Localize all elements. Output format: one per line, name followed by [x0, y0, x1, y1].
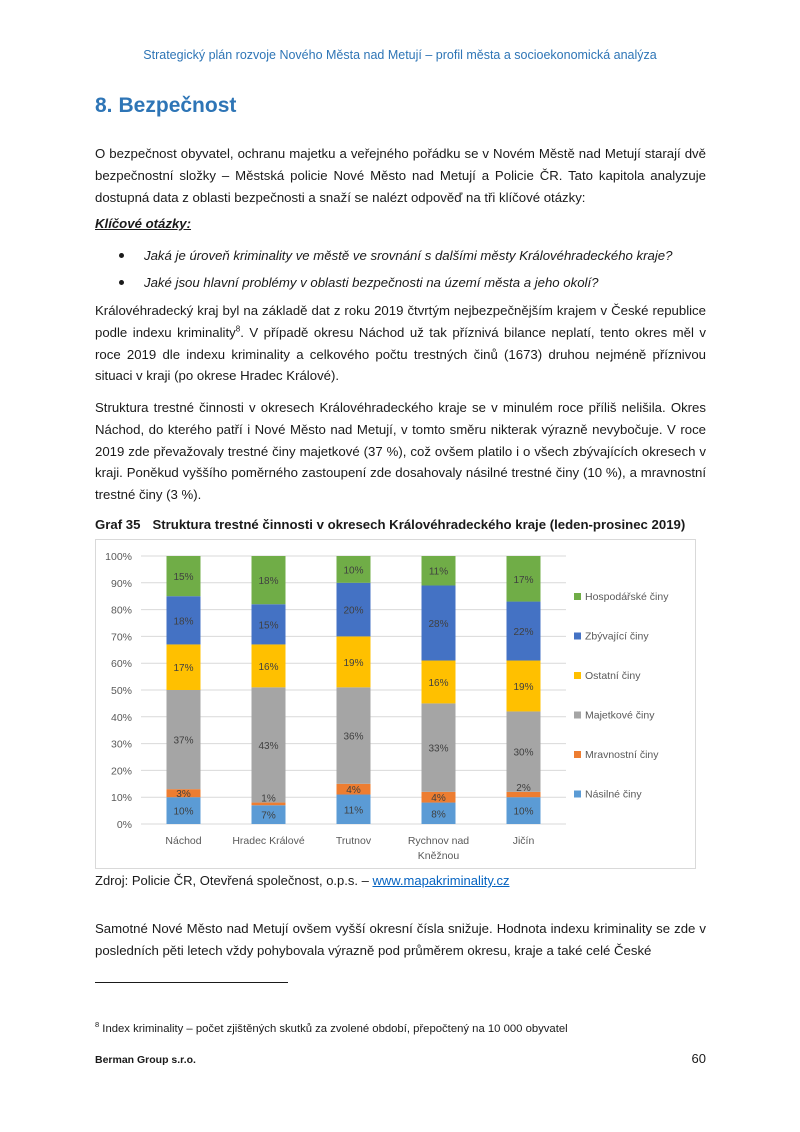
y-axis [105, 551, 132, 831]
x-axis [165, 835, 534, 862]
data-label: 37% [173, 735, 194, 747]
bullet-icon [119, 280, 124, 285]
x-tick-label: Rychnov nad [407, 835, 470, 847]
data-label: 10% [173, 806, 194, 818]
y-tick-label: 70% [110, 631, 132, 644]
data-label: 11% [428, 566, 449, 578]
data-label: 1% [261, 793, 276, 805]
data-label: 2% [516, 782, 531, 794]
chart-legend [574, 591, 669, 801]
city-paragraph: Samotné Nové Město nad Metují ovšem vyšší okresní čísla snižuje. Hodnota indexu kriminality se zde v posledních pěti letech vždy pohybovala výrazně pod průměrem okresu, kraje a také celé České [95, 921, 706, 958]
legend-swatch [574, 593, 581, 600]
section-number: 8. [95, 94, 113, 117]
data-label: 15% [173, 572, 194, 584]
region-paragraph-part2: . V případě okresu Náchod už tak příznivá bilance neplatí, tento okres měl v roce 2019 dle indexu kriminality a celkového počtu trestných činů (1673) druhou nejméně příznivou situaci v kraji (po okrese Hradec Králové). [95, 324, 706, 384]
y-tick-label: 30% [110, 738, 132, 751]
figure-label: Graf 35 [95, 517, 141, 532]
region-paragraph [95, 300, 706, 387]
footnote-divider [95, 982, 288, 983]
data-label: 10% [513, 806, 534, 818]
y-tick-label: 90% [110, 577, 132, 590]
data-label: 22% [513, 627, 534, 639]
data-label: 15% [258, 620, 279, 632]
crime-structure-chart [95, 539, 696, 869]
data-label: 19% [343, 657, 364, 669]
region-paragraph-part1: Královéhradecký kraj byl na základě dat z roku 2019 čtvrtým nejbezpečnějším krajem v České republice podle indexu kriminality [95, 303, 706, 340]
x-tick-label: Trutnov [335, 835, 372, 847]
key-question-item [95, 246, 706, 273]
y-tick-label: 80% [110, 604, 132, 617]
data-label: 17% [173, 663, 194, 675]
x-tick-label: Jičín [512, 835, 535, 847]
x-tick-label: Hradec Králové [232, 835, 305, 847]
page-number: 60 [691, 1051, 706, 1066]
legend-label: Hospodářské činy [585, 591, 669, 603]
data-label: 36% [343, 731, 364, 743]
data-label: 18% [173, 616, 194, 628]
data-label: 16% [428, 677, 449, 689]
data-label: 10% [343, 565, 364, 577]
y-tick-label: 0% [116, 819, 132, 831]
legend-label: Ostatní činy [585, 670, 641, 682]
x-tick-label: Náchod [165, 835, 202, 847]
chart-canvas [96, 540, 695, 868]
data-label: 8% [431, 809, 446, 821]
footnote-text: Index kriminality – počet zjištěných skutků za zvolené období, přepočtený na 10 000 obyvatel [99, 1023, 568, 1035]
data-label: 43% [258, 740, 279, 752]
running-header: Strategický plán rozvoje Nového Města nad Metují – profil města a socioekonomická analýza [143, 48, 657, 62]
footnote [95, 1020, 568, 1035]
bullet-icon [119, 253, 124, 258]
data-label: 17% [513, 574, 534, 586]
y-tick-label: 100% [105, 551, 132, 563]
key-question-text: Jaká je úroveň kriminality ve městě ve srovnání s dalšími městy Královéhradeckého kraje? [144, 248, 673, 263]
y-tick-label: 50% [110, 685, 132, 697]
key-questions-list [95, 246, 706, 300]
y-tick-label: 40% [110, 711, 132, 724]
legend-swatch [574, 712, 581, 719]
footnote-marker: 8 [95, 1020, 100, 1030]
x-tick-label: Kněžnou [417, 850, 460, 862]
data-label: 28% [428, 619, 449, 630]
data-label: 4% [346, 785, 361, 797]
figure-source [95, 873, 509, 888]
y-tick-label: 20% [110, 765, 132, 778]
figure-caption-text: Struktura trestné činnosti v okresech Královéhradeckého kraje (leden-prosinec 2019) [152, 517, 686, 532]
data-label: 30% [513, 747, 534, 759]
key-question-item [95, 273, 706, 300]
data-label: 18% [258, 576, 279, 588]
data-label: 11% [343, 805, 364, 817]
data-label: 19% [513, 681, 534, 693]
legend-swatch [574, 672, 581, 679]
source-text: Zdroj: Policie ČR, Otevřená společnost, o.p.s. – [95, 873, 373, 888]
footnote-reference[interactable]: 8 [235, 324, 241, 334]
data-label: 3% [176, 789, 191, 801]
figure-caption [95, 517, 685, 532]
y-tick-label: 60% [110, 658, 132, 671]
legend-label: Majetkové činy [585, 709, 655, 722]
legend-label: Mravnostní činy [585, 749, 659, 761]
intro-paragraph: O bezpečnost obyvatel, ochranu majetku a veřejného pořádku se v Novém Městě nad Metují starají dvě bezpečnostní složky – Městská policie Nové Město nad Metují a Policie ČR. Tato kapitola analyzuje dostupná data z oblasti bezpečnosti a snaží se nalézt odpověď na tři klíčové otázky: [95, 146, 706, 205]
legend-label: Zbývající činy [585, 630, 649, 643]
legend-label: Násilné činy [585, 788, 642, 801]
footer-company: Berman Group s.r.o. [95, 1054, 196, 1066]
section-title [95, 94, 236, 118]
data-label: 33% [428, 743, 449, 755]
data-label: 4% [431, 793, 446, 805]
data-label: 20% [343, 605, 364, 617]
section-title-text: Bezpečnost [118, 94, 237, 117]
structure-paragraph: Struktura trestné činnosti v okresech Královéhradeckého kraje se v minulém roce příliš nelišila. Okres Náchod, do kterého patří i Nové Město nad Metují, v tomto směru nikterak výrazně nevybočuje. V roce 2019 zde převažovaly trestné činy majetkové (37 %), což ovšem platilo i o všech zbývajících okresech v kraji. Poněkud vyššího poměrného zastoupení zde dosahovaly násilné trestné činy (10 %), a mravnostní trestné činy (3 %). [95, 400, 706, 503]
data-label: 16% [258, 661, 279, 673]
legend-swatch [574, 751, 581, 758]
key-questions-heading: Klíčové otázky: [95, 216, 192, 231]
source-link[interactable]: www.mapakriminality.cz [372, 873, 510, 888]
y-tick-label: 10% [110, 792, 132, 805]
data-label: 7% [261, 810, 276, 822]
key-question-text: Jaké jsou hlavní problémy v oblasti bezpečnosti na území města a jeho okolí? [144, 275, 599, 290]
legend-swatch [574, 791, 581, 798]
legend-swatch [574, 633, 581, 640]
